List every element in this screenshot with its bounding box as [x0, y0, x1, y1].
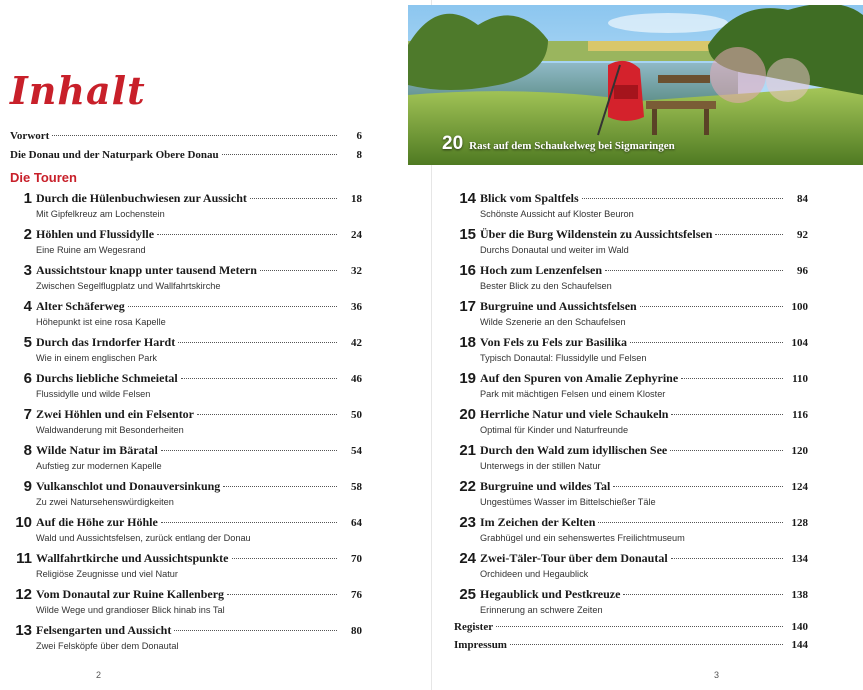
- tour-number: 14: [459, 190, 476, 207]
- toc-tour-entry[interactable]: [10, 514, 362, 544]
- tour-title: Zwei Höhlen und ein Felsentor: [36, 407, 195, 421]
- leader-dots: [222, 154, 337, 155]
- tour-title: Vom Donautal zur Ruine Kallenberg: [36, 587, 225, 601]
- toc-page-number: 50: [351, 409, 362, 421]
- leader-dots: [598, 522, 783, 523]
- leader-dots: [613, 486, 783, 487]
- toc-tour-entry[interactable]: [454, 370, 808, 400]
- tour-title: Hoch zum Lenzenfelsen: [480, 263, 602, 277]
- toc-tour-entry[interactable]: [10, 442, 362, 472]
- toc-tour-entry[interactable]: [10, 262, 362, 292]
- tour-number: 15: [459, 226, 476, 243]
- leader-dots: [52, 135, 337, 136]
- tour-subtitle: Mit Gipfelkreuz am Lochenstein: [36, 209, 165, 219]
- toc-page-number: 96: [797, 265, 808, 277]
- page-number-footer: 3: [714, 670, 720, 680]
- toc-page-number: 124: [791, 481, 808, 493]
- toc-page-number: 134: [791, 553, 808, 565]
- toc-tour-entry[interactable]: [454, 586, 808, 616]
- leader-dots: [260, 270, 337, 271]
- toc-tour-entry[interactable]: [10, 226, 362, 256]
- toc-tour-entry[interactable]: [10, 586, 362, 616]
- tour-number: 16: [459, 262, 476, 279]
- leader-dots: [510, 644, 783, 645]
- tour-title: Aussichtstour knapp unter tausend Metern: [36, 263, 257, 277]
- toc-page-number: 84: [797, 193, 808, 205]
- tour-title: Durch das Irndorfer Hardt: [36, 335, 176, 349]
- tour-number: 13: [15, 622, 32, 639]
- tour-number: 11: [16, 550, 32, 567]
- leader-dots: [174, 630, 337, 631]
- page-number-footer: 2: [96, 670, 102, 680]
- tour-title: Herrliche Natur und viele Schaukeln: [480, 407, 669, 421]
- toc-page-number: 8: [356, 149, 362, 161]
- right-page: [432, 0, 863, 690]
- toc-entry-front[interactable]: [10, 128, 362, 145]
- toc-entry-back[interactable]: [454, 637, 808, 654]
- toc-page-number: 46: [351, 373, 362, 385]
- toc-tour-entry[interactable]: [10, 298, 362, 328]
- leader-dots: [197, 414, 337, 415]
- tour-number: 21: [459, 442, 476, 459]
- leader-dots: [623, 594, 783, 595]
- toc-entry-back[interactable]: [454, 619, 808, 636]
- page-title: Inhalt: [10, 68, 146, 113]
- toc-entry-label: Impressum: [454, 639, 507, 651]
- toc-tour-entry[interactable]: [454, 442, 808, 472]
- toc-page-number: 140: [791, 621, 808, 633]
- leader-dots: [630, 342, 783, 343]
- tour-subtitle: Wilde Szenerie an den Schaufelsen: [480, 317, 626, 327]
- tour-title: Alter Schäferweg: [36, 299, 125, 313]
- leader-dots: [681, 378, 783, 379]
- tour-number: 7: [23, 406, 32, 423]
- tour-title: Burgruine und wildes Tal: [480, 479, 611, 493]
- toc-page-number: 110: [792, 373, 808, 385]
- tour-title: Vulkanschlot und Donauversinkung: [36, 479, 221, 493]
- tour-subtitle: Orchideen und Hegaublick: [480, 569, 589, 579]
- toc-page-number: 76: [351, 589, 362, 601]
- leader-dots: [161, 522, 337, 523]
- toc-tour-entry[interactable]: [454, 190, 808, 220]
- tour-number: 20: [459, 406, 476, 423]
- tour-subtitle: Erinnerung an schwere Zeiten: [480, 605, 603, 615]
- leader-dots: [227, 594, 337, 595]
- toc-entry-label: Register: [454, 621, 494, 633]
- toc-tour-entry[interactable]: [10, 406, 362, 436]
- leader-dots: [715, 234, 783, 235]
- toc-page-number: 58: [351, 481, 362, 493]
- section-heading: Die Touren: [10, 170, 77, 185]
- tour-number: 6: [23, 370, 32, 387]
- tour-title: Wallfahrtkirche und Aussichtspunkte: [36, 551, 229, 565]
- tour-title: Von Fels zu Fels zur Basilika: [480, 335, 628, 349]
- toc-page-number: 18: [351, 193, 362, 205]
- toc-page-number: 120: [791, 445, 808, 457]
- toc-tour-entry[interactable]: [10, 478, 362, 508]
- caption-text: Rast auf dem Schaukelweg bei Sigmaringen: [469, 140, 675, 152]
- tour-number: 17: [459, 298, 476, 315]
- leader-dots: [496, 626, 783, 627]
- tour-title: Hegaublick und Pestkreuze: [480, 587, 621, 601]
- tour-subtitle: Eine Ruine am Wegesrand: [36, 245, 146, 255]
- tour-title: Auf den Spuren von Amalie Zephyrine: [480, 371, 679, 385]
- tour-number: 19: [459, 370, 476, 387]
- tour-title: Auf die Höhe zur Höhle: [36, 515, 158, 529]
- tour-subtitle: Zwischen Segelflugplatz und Wallfahrtskirche: [36, 281, 221, 291]
- tour-number: 18: [459, 334, 476, 351]
- tour-subtitle: Grabhügel und ein sehenswertes Freilichtmuseum: [480, 533, 685, 543]
- tour-number: 5: [23, 334, 32, 351]
- tour-title: Im Zeichen der Kelten: [480, 515, 596, 529]
- caption-tour-number: 20: [442, 133, 464, 154]
- tour-number: 9: [23, 478, 32, 495]
- leader-dots: [223, 486, 337, 487]
- tour-number: 22: [459, 478, 476, 495]
- toc-page-number: 104: [791, 337, 808, 349]
- leader-dots: [582, 198, 783, 199]
- tour-title: Blick vom Spaltfels: [480, 191, 579, 205]
- leader-dots: [605, 270, 783, 271]
- toc-page-number: 138: [791, 589, 808, 601]
- toc-page-number: 100: [791, 301, 808, 313]
- tour-title: Durch die Hülenbuchwiesen zur Aussicht: [36, 191, 247, 205]
- tour-title: Felsengarten und Aussicht: [36, 623, 172, 637]
- tour-title: Zwei-Täler-Tour über dem Donautal: [480, 551, 668, 565]
- leader-dots: [157, 234, 337, 235]
- tour-subtitle: Wilde Wege und grandioser Blick hinab ins Tal: [36, 605, 225, 615]
- tour-subtitle: Höhepunkt ist eine rosa Kapelle: [36, 317, 166, 327]
- tour-title: Höhlen und Flussidylle: [36, 227, 155, 241]
- leader-dots: [250, 198, 337, 199]
- tour-title: Burgruine und Aussichtsfelsen: [480, 299, 637, 313]
- leader-dots: [181, 378, 337, 379]
- tour-subtitle: Typisch Donautal: Flussidylle und Felsen: [480, 353, 647, 363]
- toc-tour-entry[interactable]: [454, 514, 808, 544]
- tour-number: 3: [23, 262, 32, 279]
- tour-subtitle: Durchs Donautal und weiter im Wald: [480, 245, 629, 255]
- leader-dots: [178, 342, 337, 343]
- toc-tour-entry[interactable]: [454, 298, 808, 328]
- tour-number: 24: [459, 550, 476, 567]
- tour-subtitle: Aufstieg zur modernen Kapelle: [36, 461, 162, 471]
- toc-page-number: 24: [351, 229, 362, 241]
- toc-page-number: 80: [351, 625, 362, 637]
- toc-page-number: 128: [791, 517, 808, 529]
- toc-tour-entry[interactable]: [10, 190, 362, 220]
- tour-number: 8: [23, 442, 32, 459]
- tour-number: 23: [459, 514, 476, 531]
- tour-subtitle: Zwei Felsköpfe über dem Donautal: [36, 641, 179, 651]
- toc-tour-entry[interactable]: [10, 334, 362, 364]
- toc-page-number: 36: [351, 301, 362, 313]
- leader-dots: [232, 558, 338, 559]
- tour-subtitle: Wie in einem englischen Park: [36, 353, 158, 363]
- tour-subtitle: Waldwanderung mit Besonderheiten: [36, 425, 184, 435]
- leader-dots: [671, 558, 783, 559]
- toc-page-number: 64: [351, 517, 362, 529]
- tour-number: 1: [23, 190, 32, 207]
- tour-subtitle: Bester Blick zu den Schaufelsen: [480, 281, 612, 291]
- toc-entry-front[interactable]: [10, 147, 362, 164]
- tour-title: Über die Burg Wildenstein zu Aussichtsfelsen: [480, 227, 713, 241]
- tour-number: 10: [15, 514, 32, 531]
- tour-subtitle: Flussidylle und wilde Felsen: [36, 389, 151, 399]
- leader-dots: [128, 306, 337, 307]
- toc-page-number: 42: [351, 337, 362, 349]
- toc-tour-entry[interactable]: [454, 334, 808, 364]
- tour-subtitle: Unterwegs in der stillen Natur: [480, 461, 601, 471]
- tour-subtitle: Ungestümes Wasser im Bittelschießer Täle: [480, 497, 656, 507]
- tour-subtitle: Zu zwei Natursehenswürdigkeiten: [36, 497, 174, 507]
- leader-dots: [671, 414, 783, 415]
- tour-subtitle: Religiöse Zeugnisse und viel Natur: [36, 569, 178, 579]
- tour-title: Durchs liebliche Schmeietal: [36, 371, 178, 385]
- toc-page-number: 92: [797, 229, 808, 241]
- left-page: [0, 0, 431, 690]
- toc-tour-entry[interactable]: [10, 370, 362, 400]
- tour-subtitle: Wald und Aussichtsfelsen, zurück entlang der Donau: [36, 533, 251, 543]
- toc-tour-entry[interactable]: [10, 550, 362, 580]
- toc-page-number: 116: [792, 409, 808, 421]
- toc-tour-entry[interactable]: [454, 226, 808, 256]
- tour-title: Wilde Natur im Bäratal: [36, 443, 158, 457]
- toc-page-number: 32: [351, 265, 362, 277]
- toc-tour-entry[interactable]: [10, 622, 362, 652]
- leader-dots: [640, 306, 783, 307]
- tour-subtitle: Optimal für Kinder und Naturfreunde: [480, 425, 629, 435]
- tour-number: 25: [459, 586, 476, 603]
- toc-page-number: 70: [351, 553, 362, 565]
- tour-number: 2: [23, 226, 32, 243]
- toc-entry-label: Die Donau und der Naturpark Obere Donau: [10, 149, 219, 161]
- toc-tour-entry[interactable]: [454, 478, 808, 508]
- toc-page-number: 144: [791, 639, 808, 651]
- toc-page-number: 6: [356, 130, 362, 142]
- toc-tour-entry[interactable]: [454, 550, 808, 580]
- toc-entry-label: Vorwort: [10, 130, 50, 142]
- toc-tour-entry[interactable]: [454, 406, 808, 436]
- toc-tour-entry[interactable]: [454, 262, 808, 292]
- toc-page-number: 54: [351, 445, 362, 457]
- leader-dots: [670, 450, 783, 451]
- tour-subtitle: Schönste Aussicht auf Kloster Beuron: [480, 209, 634, 219]
- tour-number: 4: [23, 298, 32, 315]
- tour-number: 12: [15, 586, 32, 603]
- tour-subtitle: Park mit mächtigen Felsen und einem Kloster: [480, 389, 666, 399]
- tour-title: Durch den Wald zum idyllischen See: [480, 443, 668, 457]
- leader-dots: [161, 450, 337, 451]
